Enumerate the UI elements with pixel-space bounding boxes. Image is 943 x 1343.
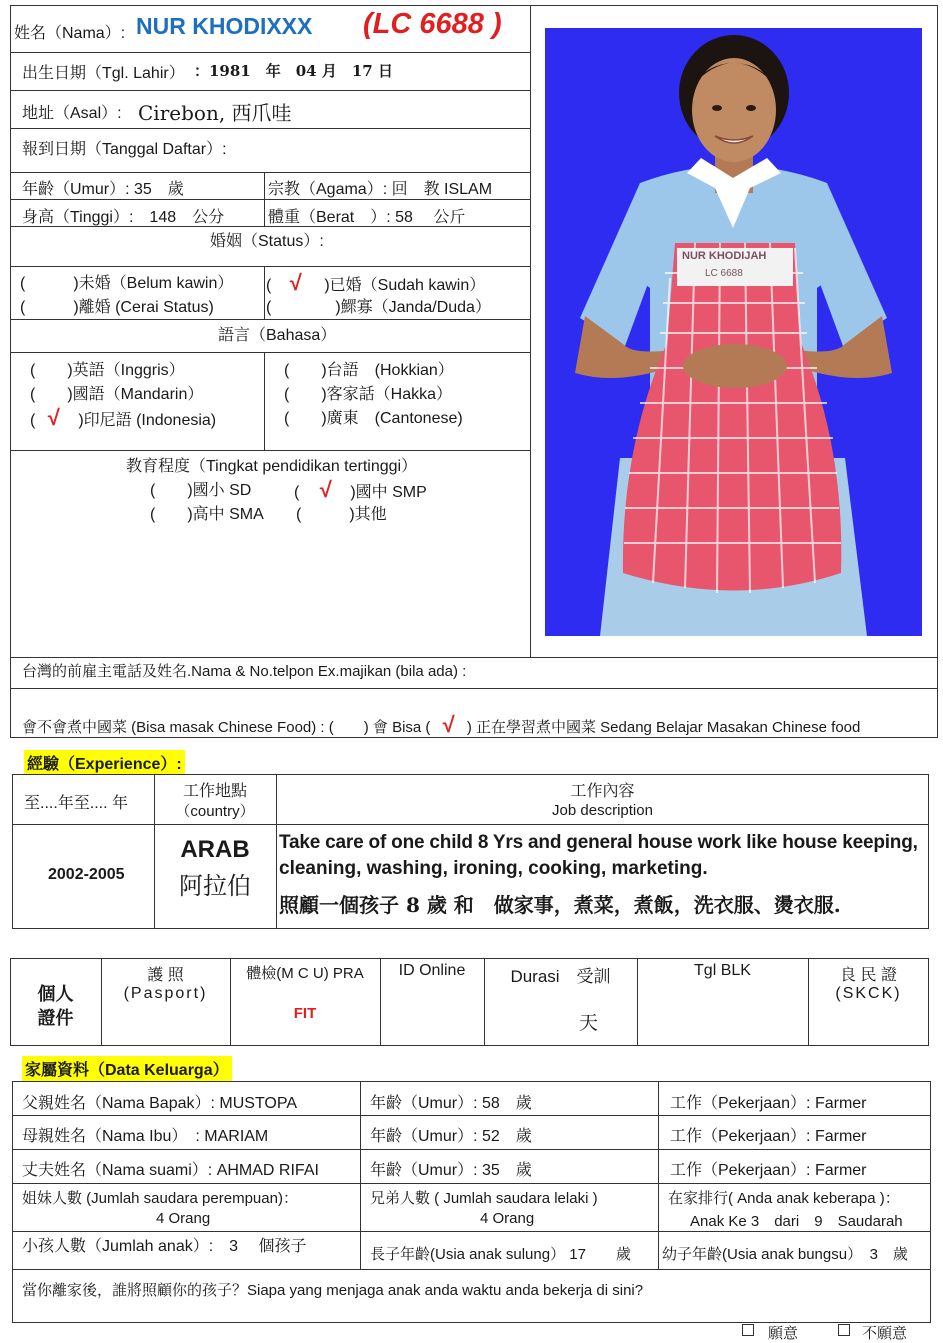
language-indonesia-open: ( <box>30 412 36 429</box>
cooking-prefix: 會不會煮中國菜 (Bisa masak Chinese Food) : ( ) 會 Bisa ( <box>22 719 431 736</box>
experience-period: 2002-2005 <box>48 866 125 883</box>
marital-married-label: )已婚（Sudah kawin） <box>324 277 486 294</box>
education-sd: ( )國小 SD <box>150 482 252 499</box>
husband-age: 年齡（Umur）: 35 歲 <box>370 1162 532 1179</box>
tgl-blk-label: Tgl BLK <box>694 962 751 979</box>
checkmark-icon: √ <box>319 477 332 502</box>
experience-col-country-en: （country） <box>175 803 255 820</box>
durasi-value: 天 <box>578 1013 598 1034</box>
experience-desc-1: Take care of one child 8 Yrs and general house work like house keeping, <box>279 832 918 853</box>
dob-label: 出生日期（Tgl. Lahir） <box>22 65 185 82</box>
passport-label-en: (Pasport) <box>123 985 208 1002</box>
language-english: ( )英語（Inggris） <box>30 362 185 379</box>
brothers-value: 4 Orang <box>480 1210 535 1227</box>
marital-widowed: ( )鰥寡（Janda/Duda） <box>266 299 491 316</box>
eldest-age: 長子年齡(Usia anak sulung） 17 歲 <box>370 1246 631 1263</box>
youngest-age: 幼子年齡(Usia anak bungsu） 3 歲 <box>662 1246 908 1263</box>
marital-married-open: ( <box>266 277 272 294</box>
documents-label-2: 證件 <box>37 1008 74 1028</box>
experience-header: 經驗（Experience）: <box>24 750 185 775</box>
experience-col-country: 工作地點 <box>182 783 247 800</box>
brothers-label: 兄弟人數 ( Jumlah saudara lelaki ) <box>370 1190 598 1207</box>
checkmark-icon: √ <box>47 405 60 430</box>
father-name: 父親姓名（Nama Bapak）: MUSTOPA <box>22 1095 298 1112</box>
unwilling-label: 不願意 <box>862 1325 908 1342</box>
rank-label: 在家排行( Anda anak keberapa )： <box>668 1190 900 1207</box>
children-count: 小孩人數（Jumlah anak）: 3 個孩子 <box>22 1238 307 1255</box>
marital-single: ( )未婚（Belum kawin） <box>20 275 234 292</box>
documents-label-1: 個人 <box>37 984 74 1004</box>
rank-value: Anak Ke 3 dari 9 Saudarah <box>690 1213 903 1230</box>
father-age: 年齡（Umur）: 58 歲 <box>370 1095 532 1112</box>
husband-name: 丈夫姓名（Nama suami）: AHMAD RIFAI <box>22 1162 319 1179</box>
name-value: NUR KHODIXXX <box>136 13 313 39</box>
experience-col-desc-en: Job description <box>552 802 653 819</box>
marital-divorced: ( )離婚 (Cerai Status) <box>20 299 214 316</box>
religion-text: 宗教（Agama）: 回 教 ISLAM <box>268 181 493 198</box>
father-job: 工作（Pekerjaan）: Farmer <box>670 1095 867 1112</box>
photo-divider <box>530 5 531 657</box>
mother-age: 年齡（Umur）: 52 歲 <box>370 1128 532 1145</box>
unwilling-checkbox[interactable] <box>838 1324 850 1336</box>
skck-label: 良 民 證 <box>840 967 897 984</box>
language-title: 語言（Bahasa） <box>218 327 337 344</box>
origin-value: Cirebon, 西爪哇 <box>138 101 292 125</box>
checkmark-icon: √ <box>289 270 302 295</box>
name-label: 姓名（Nama）: <box>14 25 126 42</box>
education-title: 教育程度（Tingkat pendidikan tertinggi） <box>126 458 418 475</box>
mother-name: 母親姓名（Nama Ibu） : MARIAM <box>22 1128 269 1145</box>
education-smp-open: ( <box>294 484 300 501</box>
care-question: 當你離家後，誰將照顧你的孩子？Siapa yang menjaga anak anda waktu anda bekerja di sini? <box>22 1282 644 1299</box>
register-label: 報到日期（Tanggal Daftar）: <box>22 141 227 158</box>
willing-checkbox[interactable] <box>742 1324 754 1336</box>
badge-code: LC 6688 <box>705 268 743 279</box>
education-sma: ( )高中 SMA <box>150 506 264 523</box>
marital-married <box>266 270 485 296</box>
origin-label: 地址（Asal）: <box>22 105 122 122</box>
education-other: ( )其他 <box>296 506 387 523</box>
profile-photo <box>545 28 922 636</box>
experience-country-en: ARAB <box>180 836 250 863</box>
ex-employer-label: 台灣的前雇主電話及姓名.Nama & No.telpon Ex.majikan (bila ada) : <box>22 663 467 680</box>
language-hakka: ( )客家話（Hakka） <box>284 386 453 403</box>
durasi-label: Durasi 受訓 <box>510 967 611 986</box>
id-online-label: ID Online <box>398 962 466 979</box>
badge-name: NUR KHODIJAH <box>682 250 767 262</box>
experience-col-desc: 工作內容 <box>570 783 635 800</box>
cooking-row <box>22 712 860 738</box>
sisters-label: 姐妹人數 (Jumlah saudara perempuan)： <box>22 1190 298 1207</box>
mcu-label: 體檢(M C U) PRA <box>246 965 364 982</box>
portrait-illustration <box>545 28 922 636</box>
experience-desc-2: cleaning, washing, ironing, cooking, marketing. <box>279 858 708 879</box>
weight-text: 體重（Berat ）: 58 公斤 <box>268 209 466 226</box>
experience-col-period: 至....年至.... 年 <box>24 795 129 812</box>
willing-label: 願意 <box>768 1325 799 1342</box>
husband-job: 工作（Pekerjaan）: Farmer <box>670 1162 867 1179</box>
dob-value: ：1981 年 04 月 17 日 <box>194 62 393 80</box>
education-smp-label: )國中 SMP <box>350 484 427 501</box>
mcu-value: FIT <box>293 1005 317 1022</box>
age-text: 年齡（Umur）: 35 歲 <box>22 181 184 198</box>
language-mandarin: ( )國語（Mandarin） <box>30 386 204 403</box>
education-smp <box>294 477 427 503</box>
experience-country-zh: 阿拉伯 <box>179 872 251 900</box>
checkmark-icon: √ <box>442 712 455 737</box>
family-header: 家屬資料（Data Keluarga） <box>22 1056 232 1081</box>
worker-code: (LC 6688 ) <box>363 8 502 40</box>
experience-desc-3: 照顧一個孩子 8 歲 和 做家事，煮菜，煮飯，洗衣服、燙衣服. <box>279 893 841 917</box>
cooking-suffix: ) 正在學習煮中國菜 Sedang Belajar Masakan Chinese food <box>466 719 861 736</box>
sisters-value: 4 Orang <box>156 1210 211 1227</box>
mother-job: 工作（Pekerjaan）: Farmer <box>670 1128 867 1145</box>
skck-label-en: (SKCK) <box>835 985 902 1002</box>
language-indonesia-label: )印尼語 (Indonesia) <box>78 412 217 429</box>
passport-label: 護 照 <box>147 967 184 984</box>
height-text: 身高（Tinggi）: 148 公分 <box>22 209 225 226</box>
language-hokkian: ( )台語 (Hokkian） <box>284 362 454 379</box>
marital-title: 婚姻（Status）: <box>210 233 324 250</box>
language-cantonese: ( )廣東 (Cantonese) <box>284 410 463 427</box>
language-indonesia <box>30 405 216 431</box>
